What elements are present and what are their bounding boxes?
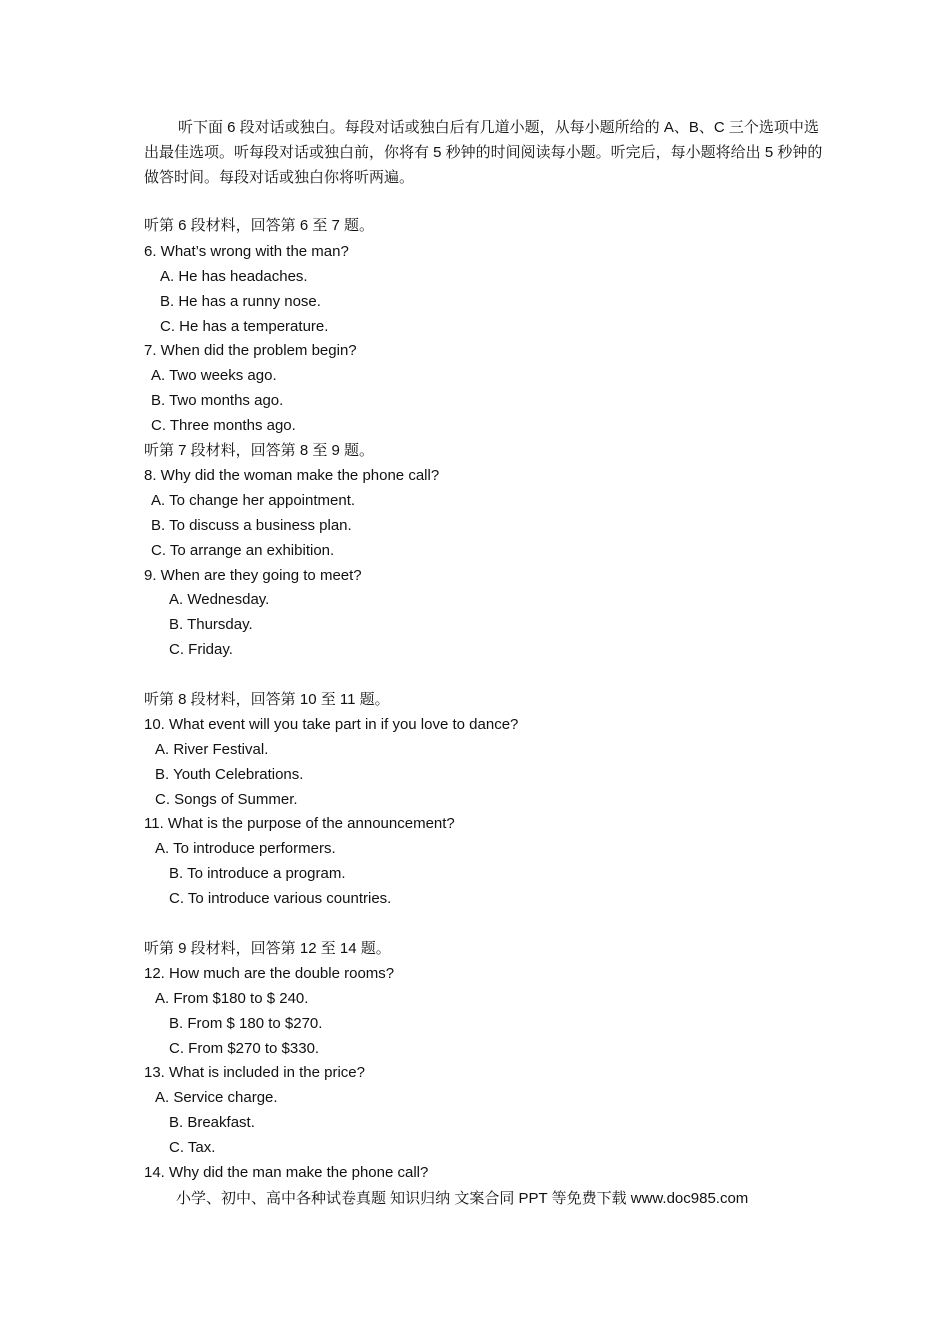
question-11: 11. What is the purpose of the announcement? (144, 815, 455, 832)
option-13a: A. Service charge. (155, 1089, 278, 1106)
option-7a: A. Two weeks ago. (151, 367, 277, 384)
option-11a: A. To introduce performers. (155, 840, 336, 857)
section-header-7: 听第 7 段材料，回答第 8 至 9 题。 (144, 442, 375, 459)
option-7c: C. Three months ago. (151, 417, 296, 434)
option-8c: C. To arrange an exhibition. (151, 542, 335, 559)
option-9c: C. Friday. (169, 641, 233, 658)
question-9: 9. When are they going to meet? (144, 567, 362, 584)
option-9a: A. Wednesday. (169, 591, 270, 608)
option-7b: B. Two months ago. (151, 392, 284, 409)
option-11b: B. To introduce a program. (169, 865, 346, 882)
instructions-paragraph: 听下面 6 段对话或独白。每段对话或独白后有几道小题，从每小题所给的 A、B、C 三个选项中选出最佳选项。听每段对话或独白前，你将有 5 秒钟的时间阅读每小题。听完后，每小题将给出 5 秒钟的做答时间。每段对话或独白你将听两遍。 (144, 119, 823, 186)
option-12b: B. From $ 180 to $270. (169, 1015, 323, 1032)
option-10c: C. Songs of Summer. (155, 791, 298, 808)
section-header-9: 听第 9 段材料，回答第 12 至 14 题。 (144, 940, 391, 957)
option-12a: A. From $180 to $ 240. (155, 990, 309, 1007)
option-12c: C. From $270 to $330. (169, 1040, 320, 1057)
question-10: 10. What event will you take part in if you love to dance? (144, 716, 519, 733)
option-9b: B. Thursday. (169, 616, 253, 633)
option-10a: A. River Festival. (155, 741, 269, 758)
option-13c: C. Tax. (169, 1139, 216, 1156)
question-7: 7. When did the problem begin? (144, 342, 357, 359)
question-8: 8. Why did the woman make the phone call? (144, 467, 440, 484)
question-6: 6. What’s wrong with the man? (144, 243, 349, 260)
question-14: 14. Why did the man make the phone call? (144, 1164, 429, 1181)
option-6c: C. He has a temperature. (160, 318, 329, 335)
option-8b: B. To discuss a business plan. (151, 517, 352, 534)
option-8a: A. To change her appointment. (151, 492, 356, 509)
option-13b: B. Breakfast. (169, 1114, 255, 1131)
option-6b: B. He has a runny nose. (160, 293, 321, 310)
question-12: 12. How much are the double rooms? (144, 965, 395, 982)
question-13: 13. What is included in the price? (144, 1064, 365, 1081)
option-11c: C. To introduce various countries. (169, 890, 392, 907)
section-header-8: 听第 8 段材料，回答第 10 至 11 题。 (144, 691, 390, 708)
section-header-6: 听第 6 段材料，回答第 6 至 7 题。 (144, 217, 375, 234)
option-6a: A. He has headaches. (160, 268, 308, 285)
footer-advertisement: 小学、初中、高中各种试卷真题 知识归纳 文案合同 PPT 等免费下载 www.doc985.com (176, 1190, 749, 1207)
option-10b: B. Youth Celebrations. (155, 766, 304, 783)
